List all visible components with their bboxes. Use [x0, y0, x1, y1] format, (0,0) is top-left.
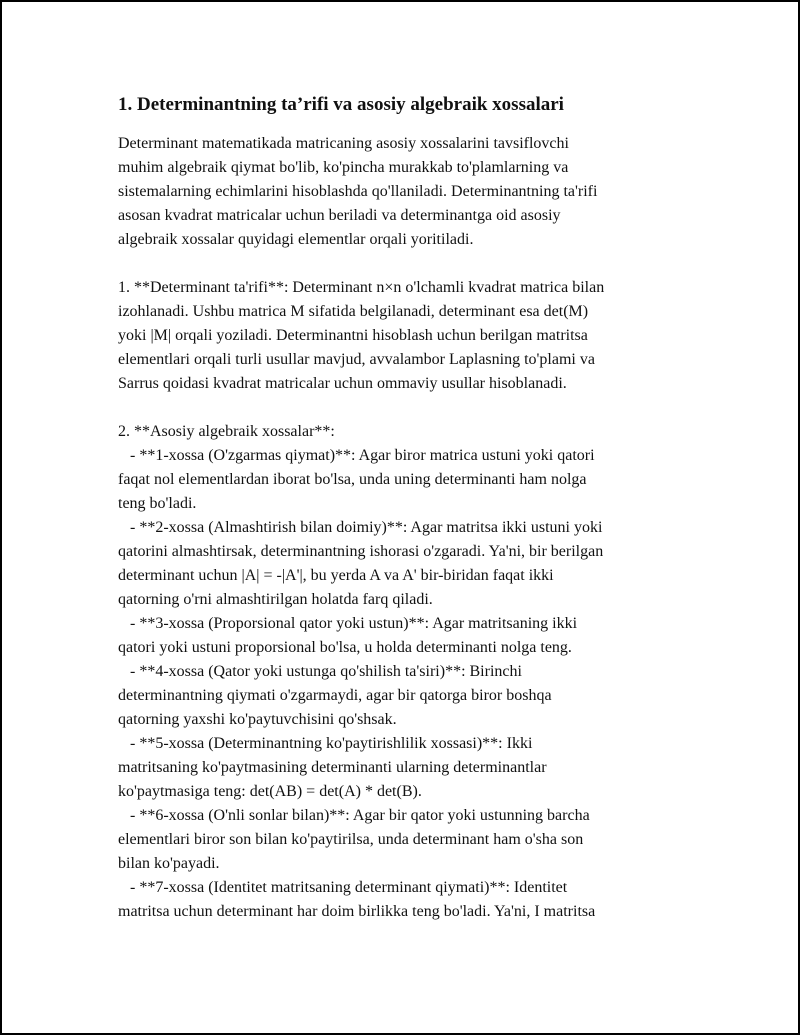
property-item: - **7-xossa (Identitet matritsaning determinant qiymati)**: Identitet matritsa uchun determinant har doim birlikka teng bo'ladi. Ya'ni, I matritsa	[118, 879, 596, 920]
section-title: 1. Determinantning ta’rifi va asosiy algebraik xossalari	[118, 94, 564, 115]
definition-paragraph: 1. **Determinant ta'rifi**: Determinant n×n o'lchamli kvadrat matrica bilan izohlanadi. Ushbu matrica M sifatida belgilanadi, determinant esa det(M) yoki |M| orqali yoziladi. Determinantni hisoblash uchun berilgan matritsa elementlari orqali turli usullar mavjud, avvalambor Laplasning to'plami va Sarrus qoidasi kvadrat matricalar uchun ommaviy usullar hisoblanadi.	[118, 279, 605, 392]
intro-paragraph: Determinant matematikada matricaning asosiy xossalarini tavsiflovchi muhim algebraik qiymat bo'lib, ko'pincha murakkab to'plamlarning va sistemalarning echimlarini hisoblashda qo'llaniladi. Determinantning ta'rifi asosan kvadrat matricalar uchun beriladi va determinantga oid asosiy algebraik xossalar quyidagi elementlar orqali yoritiladi.	[118, 135, 598, 248]
property-item: - **4-xossa (Qator yoki ustunga qo'shilish ta'siri)**: Birinchi determinantning qiymati o'zgarmaydi, agar bir qatorga biror boshqa qatorning yaxshi ko'paytuvchisini qo'shsak.	[118, 663, 552, 728]
property-item: - **6-xossa (O'nli sonlar bilan)**: Agar bir qator yoki ustunning barcha elementlari biror son bilan ko'paytirilsa, unda determinant ham o'sha son bilan ko'payadi.	[118, 807, 590, 872]
property-item: - **5-xossa (Determinantning ko'paytirishlilik xossasi)**: Ikki matritsaning ko'paytmasining determinanti ularning determinantlar ko'paytmasiga teng: det(AB) = det(A) * det(B).	[118, 735, 547, 800]
properties-heading: 2. **Asosiy algebraik xossalar**:	[118, 423, 335, 440]
property-item: - **1-xossa (O'zgarmas qiymat)**: Agar biror matrica ustuni yoki qatori faqat nol elementlardan iborat bo'lsa, unda uning determinanti ham nolga teng bo'ladi.	[118, 447, 595, 512]
paragraph-gap	[118, 396, 688, 420]
paragraph-gap	[118, 252, 688, 276]
property-item: - **2-xossa (Almashtirish bilan doimiy)**: Agar matritsa ikki ustuni yoki qatorini almashtirsak, determinantning ishorasi o'zgaradi. Ya'ni, bir berilgan determinant uchun |A| = -|A'|, bu yerda A va A' bir-biridan faqat ikki qatorning o'rni almashtirilgan holatda farq qiladi.	[118, 519, 604, 608]
document-body	[118, 92, 688, 924]
property-item: - **3-xossa (Proporsional qator yoki ustun)**: Agar matritsaning ikki qatori yoki ustuni proporsional bo'lsa, u holda determinanti nolga teng.	[118, 615, 578, 656]
